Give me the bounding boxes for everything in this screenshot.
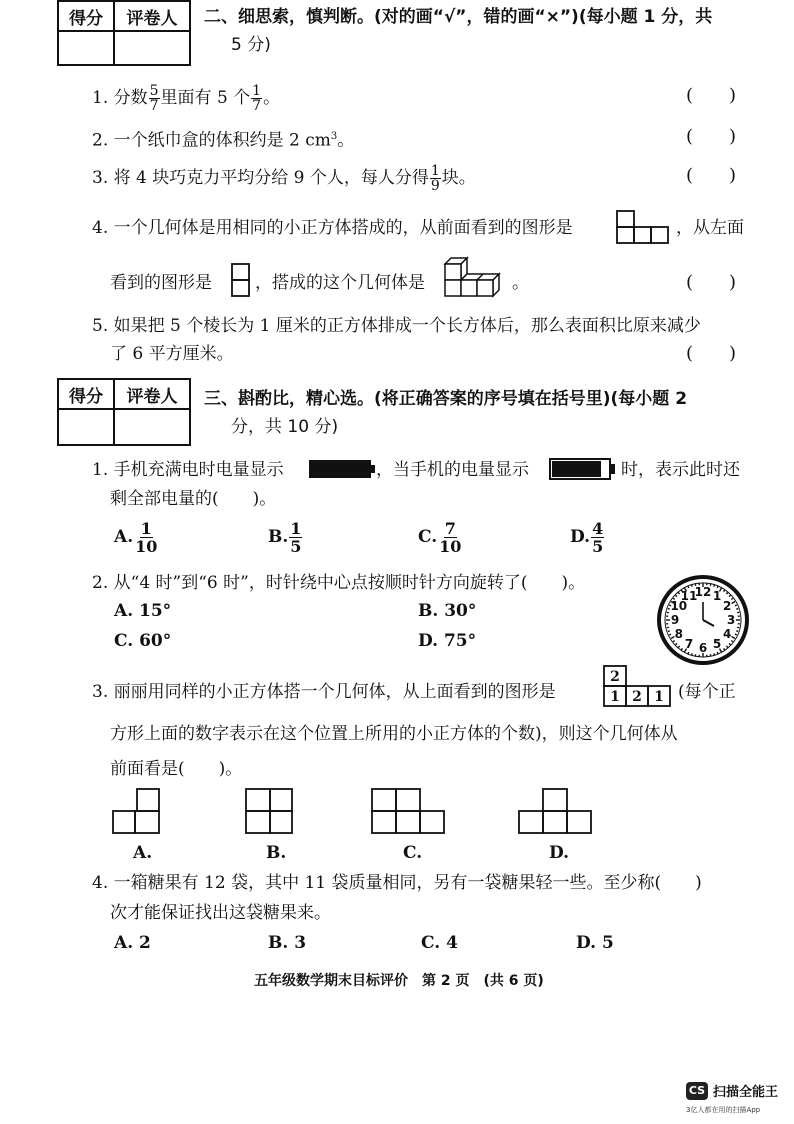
choice-question-4-line1: 4. 一箱糖果有 12 袋，其中 11 袋质量相同，另有一袋糖果轻一些。至少称( ) (92, 873, 702, 893)
watermark-name: 扫描全能王 (713, 1085, 779, 1100)
choice-question-3-line1-end: (每个正 (678, 682, 736, 702)
answer-paren-5[interactable]: ( ) (686, 343, 737, 364)
option-c[interactable]: C. $\frac{7}{10}$ (418, 519, 462, 556)
left-view-figure (230, 262, 252, 298)
clock-number: 7 (684, 637, 694, 652)
option-c[interactable]: C. 4 (421, 933, 458, 953)
front-view-figure (615, 209, 671, 245)
hour-hand (703, 620, 714, 626)
view-option-a-figure[interactable] (111, 787, 163, 837)
score-cell (58, 409, 114, 445)
clock-number: 12 (694, 585, 712, 599)
choice-question-3-line1: 3. 丽丽用同样的小正方体搭一个几何体，从上面看到的图形是 (92, 682, 556, 702)
battery-tip (371, 465, 375, 473)
option-b[interactable]: B. 30° (418, 601, 477, 621)
clock-tick (688, 652, 689, 654)
answer-paren-4[interactable]: ( ) (686, 272, 737, 293)
top-view-number: 2 (610, 669, 620, 685)
clock-tick (692, 653, 693, 655)
judge-question-1: 1. 分数 $\frac{5}{7}$ 里面有 5 个 $\frac{1}{7}$ 。 (92, 83, 281, 114)
score-label: 得分 (58, 379, 114, 409)
score-label: 得分 (58, 1, 114, 31)
section2-heading-line2: 5 分) (231, 35, 271, 55)
score-cell (58, 31, 114, 65)
clock-tick (735, 634, 737, 635)
answer-paren-3[interactable]: ( ) (686, 165, 737, 186)
clock-tick (732, 602, 735, 604)
option-c-label[interactable]: C. (403, 843, 423, 863)
top-view-number: 1 (654, 689, 664, 705)
grader-label: 评卷人 (114, 1, 190, 31)
option-d[interactable]: D. 75° (418, 631, 477, 651)
clock-tick (678, 646, 679, 648)
clock-number: 4 (723, 627, 732, 641)
answer-paren-1[interactable]: ( ) (686, 85, 737, 106)
option-b[interactable]: B. 3 (268, 933, 307, 953)
clock-tick (692, 585, 693, 587)
judge-question-5-line2: 了 6 平方厘米。 (110, 344, 234, 364)
option-a-label[interactable]: A. (133, 843, 153, 863)
clock-tick (717, 652, 718, 654)
option-a[interactable]: A. $\frac{1}{10}$ (114, 519, 158, 556)
clock-tick (669, 634, 671, 635)
clock-tick (676, 595, 678, 596)
judge-question-5-line1: 5. 如果把 5 个棱长为 1 厘米的正方体排成一个长方体后，那么表面积比原来减少 (92, 316, 701, 336)
clock-tick (714, 585, 715, 587)
clock-number: 10 (670, 599, 688, 613)
clock-number: 5 (712, 637, 722, 652)
choice-question-1-line1-end: 时，表示此时还 (621, 460, 740, 480)
clock-tick (676, 643, 678, 644)
judge-question-4-line1-end: ，从左面 (676, 218, 744, 238)
scanner-watermark (686, 1081, 778, 1100)
camscanner-logo: CS (686, 1082, 708, 1100)
view-option-d-figure[interactable] (517, 787, 595, 837)
clock-tick (714, 653, 715, 655)
choice-question-3-line2: 方形上面的数字表示在这个位置上所用的小正方体的个数)，则这个几何体从 (110, 724, 678, 744)
clock-tick (729, 643, 731, 644)
grader-label: 评卷人 (114, 379, 190, 409)
clock-tick (681, 648, 682, 650)
option-a[interactable]: A. 15° (114, 601, 172, 621)
score-table-section2 (57, 0, 191, 66)
battery-full-icon (309, 460, 371, 478)
clock-number: 2 (723, 599, 732, 613)
clock-tick (724, 590, 725, 592)
answer-paren-2[interactable]: ( ) (686, 126, 737, 147)
clock-tick (732, 637, 735, 639)
top-view-grid (602, 664, 674, 708)
choice-question-1-line1: 1. 手机充满电时电量显示 (92, 460, 284, 480)
score-table-section3 (57, 378, 191, 446)
clock-number: 3 (726, 613, 736, 627)
option-a[interactable]: A. 2 (114, 933, 151, 953)
clock-tick (688, 586, 689, 588)
clock-tick (726, 646, 727, 648)
clock-tick (726, 593, 727, 595)
option-d-label[interactable]: D. (549, 843, 570, 863)
judge-question-4-line2-mid: ，搭成的这个几何体是 (255, 273, 425, 293)
judge-question-4-line1: 4. 一个几何体是用相同的小正方体搭成的，从前面看到的图形是 (92, 218, 573, 238)
judge-question-4-line2: 看到的图形是 (110, 273, 212, 293)
fraction: $\frac{1}{9}$ (430, 163, 440, 194)
clock-tick (668, 631, 670, 632)
choice-question-1-line2: 剩全部电量的( )。 (110, 489, 277, 509)
choice-question-3-line3: 前面看是( )。 (110, 759, 243, 779)
fraction: $\frac{1}{7}$ (252, 83, 262, 114)
option-b[interactable]: B. $\frac{1}{5}$ (268, 519, 302, 556)
clock-tick (731, 598, 733, 599)
solid-3d-figure (439, 254, 509, 302)
judge-question-2: 2. 一个纸巾盒的体积约是 2 $cm^3$。 (92, 130, 355, 151)
view-option-c-figure[interactable] (370, 787, 448, 837)
grader-cell (114, 409, 190, 445)
option-d[interactable]: D. $\frac{4}{5}$ (570, 519, 604, 556)
clock-number: 6 (698, 641, 708, 655)
clock-icon (656, 574, 752, 666)
choice-question-2: 2. 从“4 时”到“6 时”，时针绕中心点按顺时针方向旋转了( )。 (92, 573, 586, 593)
top-view-number: 1 (610, 689, 620, 705)
clock-tick (717, 586, 718, 588)
clock-tick (735, 605, 737, 606)
battery-partial-icon (549, 458, 611, 480)
choice-question-1-line1-mid: ，当手机的电量显示 (376, 460, 529, 480)
clock-number: 11 (680, 588, 698, 603)
judge-question-4-line2-end: 。 (512, 273, 529, 293)
clock-tick (731, 641, 733, 642)
option-b-label[interactable]: B. (266, 843, 287, 863)
clock-number: 1 (712, 588, 722, 603)
clock-number: 8 (674, 627, 683, 641)
section3-heading: 三、斟酌比，精心选。(将正确答案的序号填在括号里)(每小题 2 (204, 389, 688, 409)
option-d[interactable]: D. 5 (576, 933, 614, 953)
clock-tick (736, 631, 738, 632)
judge-question-3: 3. 将 4 块巧克力平均分给 9 个人，每人分得 $\frac{1}{9}$ 块。 (92, 163, 476, 194)
clock-tick (668, 609, 670, 610)
grader-cell (114, 31, 190, 65)
section2-heading: 二、细思索，慎判断。(对的画“√”，错的画“×”)(每小题 1 分，共 (204, 7, 713, 27)
fraction: $\frac{5}{7}$ (149, 83, 159, 114)
clock-tick (678, 593, 679, 595)
choice-question-4-line2: 次才能保证找出这袋糖果来。 (110, 903, 331, 923)
clock-tick (736, 609, 738, 610)
option-c[interactable]: C. 60° (114, 631, 172, 651)
section3-heading-line2: 分，共 10 分) (231, 417, 339, 437)
battery-tip (611, 464, 615, 474)
page-footer: 五年级数学期末目标评价 第 2 页 (共 6 页) (254, 973, 544, 989)
top-view-number: 2 (632, 689, 642, 705)
view-option-b-figure[interactable] (244, 787, 296, 837)
clock-number: 9 (670, 613, 680, 627)
watermark-tagline: 3亿人都在用的扫描App (686, 1106, 761, 1114)
clock-tick (724, 648, 725, 650)
clock-tick (729, 595, 731, 596)
